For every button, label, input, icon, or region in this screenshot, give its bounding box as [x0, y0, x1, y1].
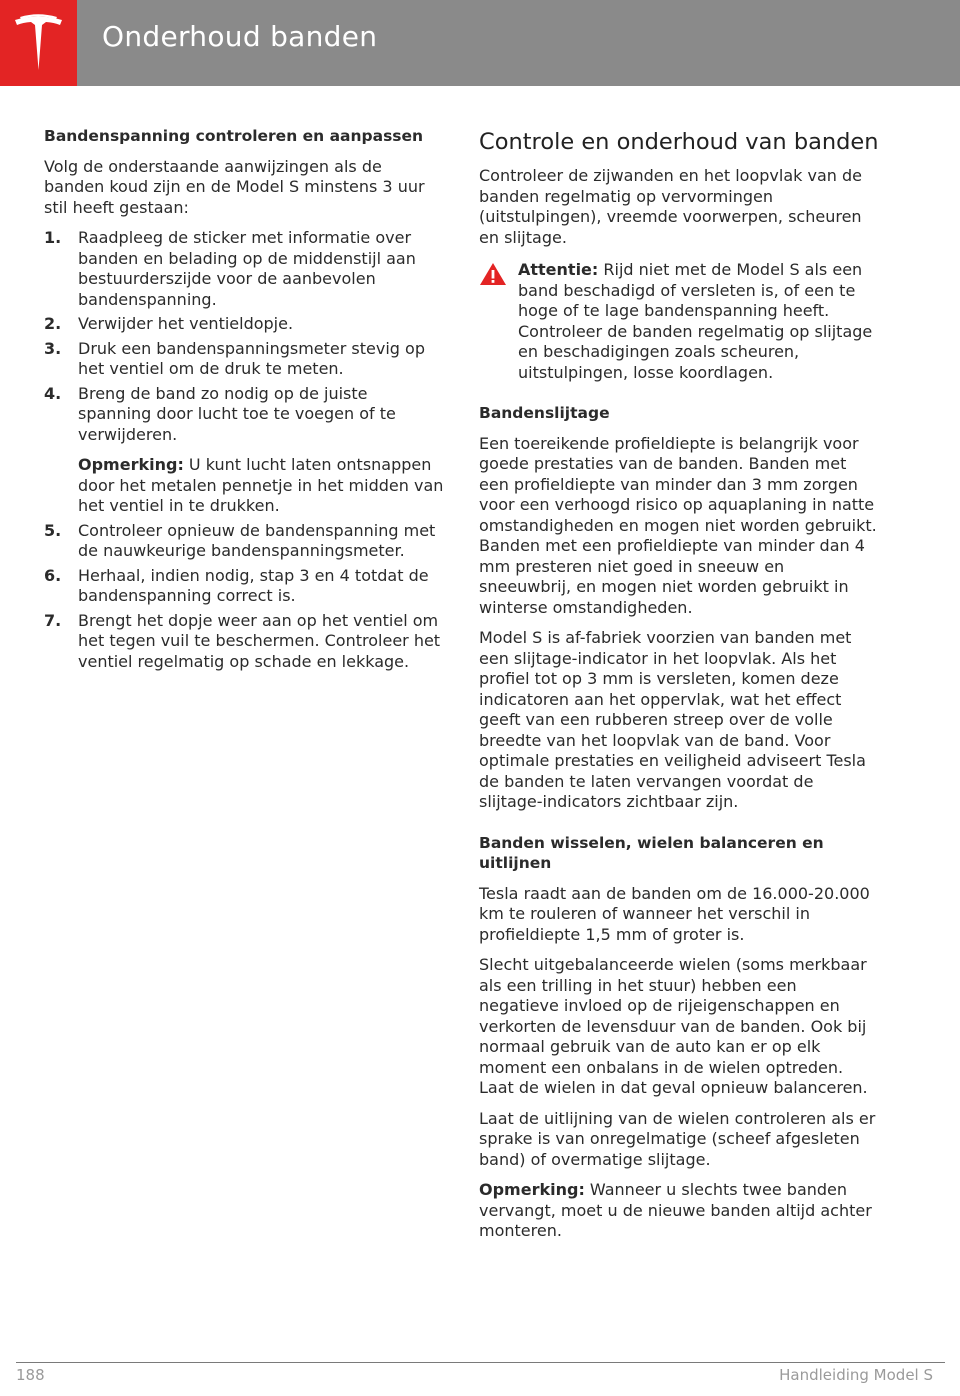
wear-heading: Bandenslijtage — [479, 404, 610, 422]
step-text: Breng de band zo nodig op de juiste spanning door lucht toe te voegen of te verwijderen. — [78, 383, 396, 444]
warning-label: Attentie: — [518, 260, 599, 279]
step4-note — [78, 455, 444, 517]
left-column — [44, 126, 444, 676]
rotation-note — [479, 1180, 879, 1242]
right-column — [479, 126, 879, 1252]
rotation-paragraph-3: Laat de uitlijning van de wielen controleren als er sprake is van onregelmatige (scheef afgesleten band) of overmatige slijtage. — [479, 1108, 876, 1169]
page-number: 188 — [16, 1366, 45, 1384]
list-item — [44, 228, 444, 310]
page-title: Onderhoud banden — [102, 20, 378, 53]
list-item — [44, 611, 444, 673]
section-title: Controle en onderhoud van banden — [479, 129, 879, 155]
tesla-logo-icon — [12, 14, 65, 72]
step-number: 7. — [44, 610, 62, 630]
wear-paragraph-1: Een toereikende profieldiepte is belangrijk voor goede prestaties van de banden. Banden met een profieldiepte van minder dan 3 mm zorgen voor een verhoogd risico op aquaplaning in natte omstandigheden en mogen niet worden gebruikt. Banden met een profieldiepte van minder dan 4 mm presteren niet goed in sneeuw en sneeuwbrij, en mogen niet worden gebruikt in winterse omstandigheden. — [479, 433, 877, 617]
logo-box — [0, 0, 77, 86]
list-item — [44, 384, 444, 517]
step-text: Controleer opnieuw de bandenspanning met de nauwkeurige bandenspanningsmeter. — [78, 520, 436, 560]
list-item — [44, 339, 444, 380]
step-number: 3. — [44, 338, 62, 358]
step-number: 5. — [44, 520, 62, 540]
pressure-steps-list — [44, 228, 444, 672]
page-header — [0, 0, 960, 86]
step-text: Brengt het dopje weer aan op het ventiel om het tegen vuil te beschermen. Controleer het ventiel regelmatig op schade en lekkage. — [78, 610, 441, 671]
rotation-paragraph-1: Tesla raadt aan de banden om de 16.000-20.000 km te rouleren of wanneer het verschil in profieldiepte 1,5 mm of groter is. — [479, 883, 870, 944]
rotation-heading: Banden wisselen, wielen balanceren en uitlijnen — [479, 833, 824, 872]
wear-paragraph-2: Model S is af-fabriek voorzien van banden met een slijtage-indicator in het loopvlak. Als het profiel tot op 3 mm is versleten, komen deze indicatoren aan het oppervlak, wat het effect geeft van een rubberen streep over de volle breedte van het loopvlak van de band. Voor optimale prestaties en veiligheid adviseert Tesla de banden te laten vervangen voordat de slijtage-indicators zichtbaar zijn. — [479, 628, 866, 811]
note-label: Opmerking: — [479, 1180, 585, 1199]
inspection-intro: Controleer de zijwanden en het loopvlak van de banden regelmatig op vervormingen (uitstulpingen), vreemde voorwerpen, scheuren en slijtage. — [479, 166, 862, 247]
step-text: Herhaal, indien nodig, stap 3 en 4 totdat de bandenspanning correct is. — [78, 565, 429, 605]
note-label: Opmerking: — [78, 455, 184, 474]
manual-title: Handleiding Model S — [779, 1366, 933, 1384]
footer-divider — [16, 1362, 945, 1363]
list-item — [44, 521, 444, 562]
step-text: Druk een bandenspanningsmeter stevig op het ventiel om de druk te meten. — [78, 338, 425, 378]
list-item — [44, 566, 444, 607]
note-text: Wanneer u slechts twee banden vervangt, moet u de nieuwe banden altijd achter monteren. — [479, 1180, 872, 1240]
warning-triangle-icon — [479, 262, 507, 286]
step-text: Verwijder het ventieldopje. — [78, 314, 294, 333]
step-number: 2. — [44, 314, 62, 333]
step-number: 4. — [44, 383, 62, 403]
step-text: Raadpleeg de sticker met informatie over banden en belading op de middenstijl aan bestuurderszijde voor de aanbevolen bandenspanning. — [78, 228, 416, 309]
warning-block — [479, 260, 879, 383]
rotation-paragraph-2: Slecht uitgebalanceerde wielen (soms merkbaar als een trilling in het stuur) hebben een negatieve invloed op de rijeigenschappen en verkorten de levensduur van de banden. Ook bij normaal gebruik van de auto kan er op elk moment een onbalans in de wielen optreden. Laat de wielen in dat geval opnieuw balanceren. — [479, 955, 868, 1097]
warning-text: Rijd niet met de Model S als een band beschadigd of versleten is, of een te hoge of te lage bandenspanning heeft. Controleer de banden regelmatig op slijtage en beschadigingen zoals scheuren, uitstulpingen, losse koordlagen. — [518, 260, 873, 382]
list-item — [44, 314, 444, 335]
note-text: U kunt lucht laten ontsnappen door het metalen pennetje in het midden van het ventiel in te drukken. — [78, 455, 444, 515]
step-number: 1. — [44, 228, 62, 247]
tire-pressure-heading: Bandenspanning controleren en aanpassen — [44, 127, 424, 145]
tire-pressure-intro: Volg de onderstaande aanwijzingen als de banden koud zijn en de Model S minstens 3 uur stil heeft gestaan: — [44, 156, 425, 217]
step-number: 6. — [44, 565, 62, 585]
